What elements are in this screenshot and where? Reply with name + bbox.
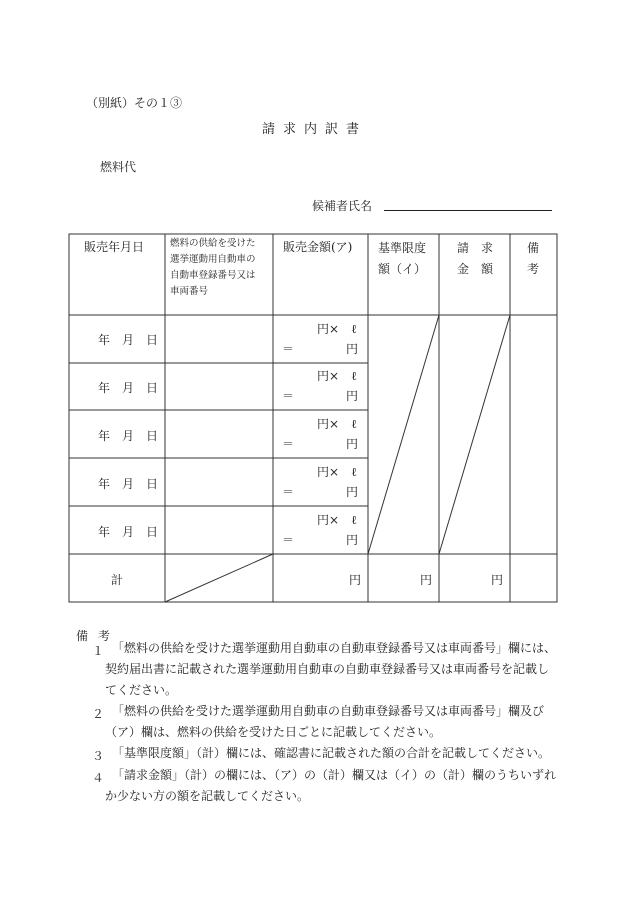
- row-amount-top[interactable]: 円× ℓ: [317, 369, 357, 383]
- row-date[interactable]: 年 月 日: [98, 429, 159, 443]
- row-amount-bottom[interactable]: 円: [346, 485, 359, 499]
- remark-text: 「請求金額」（計）の欄には、（ア）の（計）欄又は（イ）の（計）欄のうちいずれか少ない方の額を記載してください。: [105, 768, 557, 803]
- header-vehicle-line: 燃料の供給を受けた: [170, 238, 256, 249]
- row-amount-top[interactable]: 円× ℓ: [317, 322, 357, 336]
- remark-text: 「基準限度額」（計）欄には、確認書に記載された額の合計を記載してください。: [112, 746, 551, 760]
- row-amount-top[interactable]: 円× ℓ: [317, 417, 357, 431]
- diagonal-strike: [439, 315, 510, 554]
- header-remarks-line: 考: [527, 262, 540, 276]
- remark-number: １: [92, 644, 105, 658]
- subject-label: 燃料代: [100, 160, 137, 174]
- header-sale-date: 販売年月日: [84, 240, 145, 254]
- row-amount-top[interactable]: 円× ℓ: [317, 513, 357, 527]
- row-amount-eq: ＝: [282, 485, 295, 499]
- row-amount-bottom[interactable]: 円: [346, 533, 359, 547]
- candidate-name-label: 候補者氏名: [312, 199, 373, 213]
- remark-text: 「燃料の供給を受けた選挙運動用自動車の自動車登録番号又は車両番号」欄には、契約届出書に記載された選挙運動用自動車の自動車登録番号又は車両番号を記載してください。: [105, 641, 557, 697]
- header-vehicle: [170, 236, 256, 300]
- diagonal-strike: [368, 315, 439, 554]
- row-amount-bottom[interactable]: 円: [346, 342, 359, 356]
- header-limit: [378, 238, 426, 280]
- header-vehicle-line: 選挙運動用自動車の: [170, 254, 256, 265]
- header-vehicle-line: 車両番号: [170, 286, 209, 297]
- header-claim-line: 金 額: [457, 262, 494, 276]
- header-vehicle-line: 自動車登録番号又は: [170, 270, 256, 281]
- header-amount: 販売金額(ア): [283, 240, 353, 254]
- header-remarks: [527, 238, 539, 280]
- row-amount-eq: ＝: [282, 342, 295, 356]
- row-amount-bottom[interactable]: 円: [346, 389, 359, 403]
- row-amount-top[interactable]: 円× ℓ: [317, 465, 357, 479]
- row-date[interactable]: 年 月 日: [98, 477, 159, 491]
- remark-number: ３: [92, 749, 105, 763]
- row-amount-eq: ＝: [282, 389, 295, 403]
- remark-text: 「燃料の供給を受けた選挙運動用自動車の自動車登録番号又は車両番号」欄及び（ア）欄は、燃料の供給を受けた日ごとに記載してください。: [105, 704, 545, 739]
- row-amount-eq: ＝: [282, 533, 295, 547]
- page-title: 請求内訳書: [262, 122, 368, 137]
- diagonal-strike: [165, 554, 273, 602]
- row-date[interactable]: 年 月 日: [98, 333, 159, 347]
- table-border: [69, 234, 557, 602]
- row-amount-eq: ＝: [282, 437, 295, 451]
- remark-number: ２: [92, 707, 105, 721]
- header-claim-line: 請 求: [457, 241, 494, 255]
- header-claim: [457, 238, 493, 280]
- total-label: 計: [111, 573, 124, 587]
- total-amount[interactable]: 円: [349, 573, 362, 587]
- row-date[interactable]: 年 月 日: [98, 525, 159, 539]
- row-amount-bottom[interactable]: 円: [346, 437, 359, 451]
- remarks-title: 備考: [76, 629, 121, 643]
- header-limit-line: 基準限度: [378, 241, 427, 255]
- header-limit-line: 額（イ）: [378, 262, 427, 276]
- row-date[interactable]: 年 月 日: [98, 381, 159, 395]
- header-remarks-line: 備: [527, 241, 540, 255]
- total-limit[interactable]: 円: [420, 573, 433, 587]
- total-claim[interactable]: 円: [491, 573, 504, 587]
- remark-number: ４: [92, 771, 105, 785]
- page-label: （別紙）その１③: [86, 96, 183, 110]
